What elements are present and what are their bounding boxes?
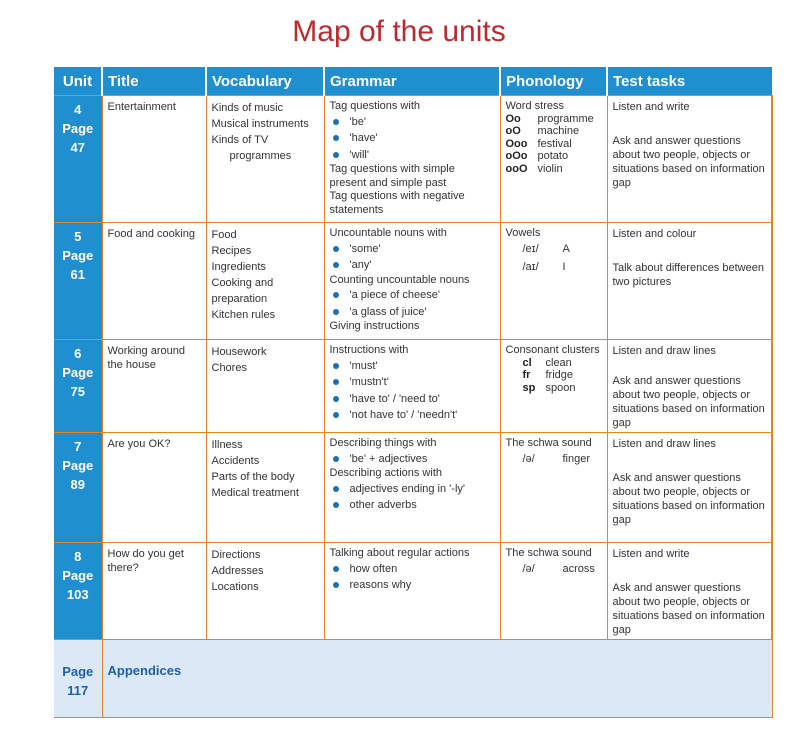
grammar-bullet: 'have to' / 'need to' bbox=[330, 391, 495, 408]
test-tasks-cell bbox=[607, 96, 772, 223]
grammar-text: Talking about regular actions bbox=[329, 547, 470, 559]
schwa-symbol: /ə/ bbox=[522, 452, 535, 465]
grammar-bullet: 'a piece of cheese' bbox=[330, 287, 495, 304]
appendix-row bbox=[54, 640, 772, 718]
cluster-pair bbox=[506, 369, 602, 382]
vocabulary-item: Accidents bbox=[211, 455, 260, 467]
phonology-heading: The schwa sound bbox=[505, 437, 592, 449]
stress-pair bbox=[506, 163, 602, 176]
stress-word: potato bbox=[537, 150, 569, 162]
header-unit: Unit bbox=[54, 67, 102, 96]
stress-pair bbox=[506, 150, 602, 163]
stress-pair bbox=[506, 138, 602, 151]
stress-word: programme bbox=[537, 112, 594, 125]
stress-pattern: Ooo bbox=[505, 137, 528, 150]
stress-word: violin bbox=[537, 162, 563, 175]
grammar-bullet: 'a glass of juice' bbox=[330, 304, 495, 321]
grammar-bullet: 'mustn't' bbox=[330, 374, 495, 391]
grammar-bullet: how often bbox=[330, 561, 495, 578]
stress-pair bbox=[506, 113, 602, 126]
test-task: Ask and answer questions about two people, objects or situations based on information gap bbox=[612, 135, 765, 189]
phonology-cell bbox=[500, 340, 607, 433]
page-title: Map of the units bbox=[292, 15, 506, 48]
grammar-bullet: 'will' bbox=[330, 147, 495, 164]
unit-number: 7 bbox=[74, 439, 82, 454]
phonology-cell bbox=[500, 96, 607, 223]
header-vocabulary: Vocabulary bbox=[206, 67, 324, 96]
unit-cell bbox=[54, 340, 102, 433]
vocabulary-item: Addresses bbox=[211, 565, 264, 577]
unit-title: How do you get there? bbox=[102, 543, 206, 640]
page-number: 89 bbox=[70, 477, 85, 492]
unit-title: Working around the house bbox=[102, 340, 206, 433]
phonology-cell bbox=[500, 433, 607, 543]
page-label: Page bbox=[62, 664, 94, 679]
appendix-title: Appendices bbox=[107, 663, 182, 678]
stress-pair bbox=[506, 125, 602, 138]
unit-cell bbox=[54, 96, 102, 223]
table-row bbox=[54, 223, 772, 340]
vocabulary-item: Cooking and preparation bbox=[211, 277, 274, 305]
grammar-bullet: 'some' bbox=[330, 241, 495, 258]
vocabulary-item: Musical instruments bbox=[211, 118, 309, 130]
grammar-text: Describing actions with bbox=[329, 467, 442, 479]
test-tasks-cell bbox=[607, 223, 772, 340]
vowel-pair bbox=[506, 240, 602, 258]
test-tasks-cell bbox=[607, 433, 772, 543]
unit-title: Entertainment bbox=[102, 96, 206, 223]
test-task: Listen and write bbox=[612, 101, 690, 113]
header-row bbox=[54, 67, 772, 96]
vocabulary-cell bbox=[206, 96, 324, 223]
cluster-word: clean bbox=[545, 356, 572, 369]
schwa-pair bbox=[506, 560, 602, 578]
unit-number: 5 bbox=[74, 229, 82, 244]
page-number: 75 bbox=[70, 384, 85, 399]
grammar-bullet: other adverbs bbox=[330, 497, 495, 514]
test-task: Ask and answer questions about two people, objects or situations based on information gap bbox=[612, 582, 765, 636]
grammar-text: Tag questions with simple present and simple past bbox=[329, 163, 455, 189]
unit-cell bbox=[54, 223, 102, 340]
phonology-cell bbox=[500, 543, 607, 640]
stress-pattern: ooO bbox=[505, 162, 528, 175]
vocabulary-item: Kitchen rules bbox=[211, 309, 276, 321]
vocabulary-item: Illness bbox=[211, 439, 243, 451]
appendix-unit-cell bbox=[54, 640, 102, 718]
test-task: Talk about differences between two pictures bbox=[612, 262, 764, 288]
test-task: Ask and answer questions about two people, objects or situations based on information gap bbox=[612, 472, 765, 526]
vocabulary-cell bbox=[206, 433, 324, 543]
phonology-heading: Consonant clusters bbox=[505, 344, 600, 356]
appendix-cell bbox=[102, 640, 772, 718]
vocabulary-item: Ingredients bbox=[211, 261, 266, 273]
vocabulary-item: Food bbox=[211, 229, 237, 241]
page-label: Page bbox=[62, 248, 94, 263]
stress-pattern: oO bbox=[505, 125, 521, 137]
header-test-tasks: Test tasks bbox=[607, 67, 772, 96]
grammar-text: Tag questions with negative statements bbox=[329, 190, 465, 216]
vowel-example: I bbox=[562, 260, 566, 273]
grammar-cell bbox=[324, 543, 500, 640]
phonology-cell bbox=[500, 223, 607, 340]
phonology-heading: Vowels bbox=[505, 227, 541, 239]
unit-cell bbox=[54, 543, 102, 640]
table-row bbox=[54, 543, 772, 640]
grammar-text: Uncountable nouns with bbox=[329, 227, 447, 239]
grammar-bullet: 'any' bbox=[330, 257, 495, 274]
table-row bbox=[54, 433, 772, 543]
vocabulary-item: Parts of the body bbox=[211, 471, 295, 483]
cluster: sp bbox=[522, 381, 536, 394]
vocabulary-item: Kinds of music bbox=[211, 102, 284, 114]
page-label: Page bbox=[62, 568, 94, 583]
test-task: Ask and answer questions about two people, objects or situations based on information gap bbox=[612, 375, 765, 429]
page-label: Page bbox=[62, 458, 94, 473]
cluster: fr bbox=[522, 369, 531, 381]
grammar-text: Counting uncountable nouns bbox=[329, 273, 470, 286]
cluster-pair bbox=[506, 357, 602, 370]
unit-number: 4 bbox=[74, 102, 82, 117]
grammar-cell bbox=[324, 96, 500, 223]
grammar-text: Giving instructions bbox=[329, 320, 420, 332]
page-label: Page bbox=[62, 121, 94, 136]
vowel-example: A bbox=[562, 242, 570, 255]
schwa-word: across bbox=[562, 562, 595, 575]
grammar-bullet: reasons why bbox=[330, 577, 495, 594]
test-task: Listen and draw lines bbox=[612, 345, 716, 357]
unit-cell bbox=[54, 433, 102, 543]
unit-title: Are you OK? bbox=[102, 433, 206, 543]
test-task: Listen and write bbox=[612, 548, 690, 560]
cluster-word: spoon bbox=[545, 381, 576, 394]
vocabulary-item: Housework bbox=[211, 346, 267, 358]
vocabulary-item: Directions bbox=[211, 549, 261, 561]
grammar-text: Instructions with bbox=[329, 344, 409, 356]
vocabulary-item: Kinds of TV bbox=[211, 134, 269, 146]
stress-word: machine bbox=[537, 125, 580, 137]
test-tasks-cell bbox=[607, 340, 772, 433]
unit-number: 6 bbox=[74, 346, 82, 361]
page-number: 47 bbox=[70, 140, 85, 155]
phonology-heading: The schwa sound bbox=[505, 547, 592, 559]
units-table bbox=[54, 67, 773, 718]
grammar-text: Describing things with bbox=[329, 437, 437, 449]
page-number: 117 bbox=[67, 683, 89, 698]
cluster: cl bbox=[522, 356, 532, 369]
vocabulary-item: Locations bbox=[211, 581, 259, 593]
page-label: Page bbox=[62, 365, 94, 380]
table-row bbox=[54, 96, 772, 223]
cluster-word: fridge bbox=[545, 369, 574, 381]
stress-pattern: Oo bbox=[505, 112, 521, 125]
test-tasks-cell bbox=[607, 543, 772, 640]
grammar-bullet: 'must' bbox=[330, 358, 495, 375]
grammar-cell bbox=[324, 433, 500, 543]
vocabulary-item: programmes bbox=[229, 150, 292, 162]
vocabulary-cell bbox=[206, 543, 324, 640]
vowel-pair bbox=[506, 258, 602, 276]
vowel-symbol: /eɪ/ bbox=[522, 242, 539, 255]
grammar-bullet: 'be' bbox=[330, 114, 495, 131]
grammar-bullet: adjectives ending in '-ly' bbox=[330, 481, 495, 498]
vocabulary-item: Recipes bbox=[211, 245, 252, 257]
test-task: Listen and colour bbox=[612, 228, 697, 240]
grammar-cell bbox=[324, 340, 500, 433]
vocabulary-item: Chores bbox=[211, 362, 247, 374]
grammar-bullet: 'have' bbox=[330, 130, 495, 147]
grammar-text: Tag questions with bbox=[329, 100, 420, 112]
cluster-pair bbox=[506, 382, 602, 395]
test-task: Listen and draw lines bbox=[612, 438, 716, 450]
page-number: 103 bbox=[66, 587, 89, 602]
vowel-symbol: /aɪ/ bbox=[522, 260, 539, 273]
grammar-bullet: 'be' + adjectives bbox=[330, 451, 495, 468]
unit-number: 8 bbox=[74, 549, 82, 564]
vocabulary-item: Medical treatment bbox=[211, 487, 299, 499]
table-row bbox=[54, 340, 772, 433]
unit-title: Food and cooking bbox=[102, 223, 206, 340]
grammar-bullet: 'not have to' / 'needn't' bbox=[330, 407, 495, 424]
page-number: 61 bbox=[70, 267, 85, 282]
header-grammar: Grammar bbox=[324, 67, 500, 96]
phonology-heading: Word stress bbox=[505, 100, 564, 112]
grammar-cell bbox=[324, 223, 500, 340]
stress-word: festival bbox=[537, 137, 572, 150]
schwa-pair bbox=[506, 450, 602, 468]
stress-pattern: oOo bbox=[505, 150, 528, 162]
header-phonology: Phonology bbox=[500, 67, 607, 96]
vocabulary-cell bbox=[206, 340, 324, 433]
header-title: Title bbox=[102, 67, 206, 96]
vocabulary-cell bbox=[206, 223, 324, 340]
schwa-symbol: /ə/ bbox=[522, 562, 535, 575]
schwa-word: finger bbox=[562, 452, 591, 465]
